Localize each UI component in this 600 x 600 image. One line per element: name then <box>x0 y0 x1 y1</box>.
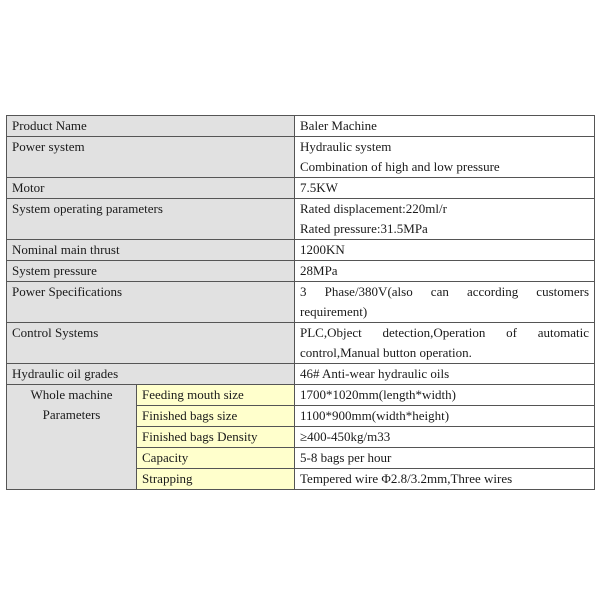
table-row <box>7 116 595 137</box>
sub-label: Finished bags Density <box>137 427 295 448</box>
row-label: Hydraulic oil grades <box>7 364 295 385</box>
sub-label: Strapping <box>137 469 295 490</box>
row-label: Motor <box>7 178 295 199</box>
row-value: 28MPa <box>295 261 595 282</box>
sub-label: Capacity <box>137 448 295 469</box>
table-row <box>7 323 595 364</box>
row-value: 1200KN <box>295 240 595 261</box>
row-label: Control Systems <box>7 323 295 364</box>
row-value: 5-8 bags per hour <box>295 448 595 469</box>
table-row <box>7 385 595 406</box>
row-value: 1100*900mm(width*height) <box>295 406 595 427</box>
row-value: Tempered wire Φ2.8/3.2mm,Three wires <box>295 469 595 490</box>
row-label: Nominal main thrust <box>7 240 295 261</box>
row-label: System operating parameters <box>7 199 295 240</box>
row-value: 46# Anti-wear hydraulic oils <box>295 364 595 385</box>
row-value: Baler Machine <box>295 116 595 137</box>
row-value: Rated displacement:220ml/r Rated pressure:31.5MPa <box>295 199 595 240</box>
row-label: Power system <box>7 137 295 178</box>
spec-table <box>6 115 595 490</box>
row-label: Power Specifications <box>7 282 295 323</box>
row-value: Hydraulic system Combination of high and low pressure <box>295 137 595 178</box>
sub-label: Feeding mouth size <box>137 385 295 406</box>
row-label: System pressure <box>7 261 295 282</box>
table-row <box>7 261 595 282</box>
table-row <box>7 240 595 261</box>
row-label: Product Name <box>7 116 295 137</box>
row-value: ≥400-450kg/m33 <box>295 427 595 448</box>
table-row <box>7 137 595 178</box>
table-row <box>7 178 595 199</box>
table-row <box>7 199 595 240</box>
row-value: 7.5KW <box>295 178 595 199</box>
table-row <box>7 282 595 323</box>
row-value: PLC,Object detection,Operation of automatic control,Manual button operation. <box>295 323 595 364</box>
sub-label: Finished bags size <box>137 406 295 427</box>
group-label: Whole machine Parameters <box>7 385 137 490</box>
row-value: 3 Phase/380V(also can according customers requirement) <box>295 282 595 323</box>
table-row <box>7 364 595 385</box>
row-value: 1700*1020mm(length*width) <box>295 385 595 406</box>
